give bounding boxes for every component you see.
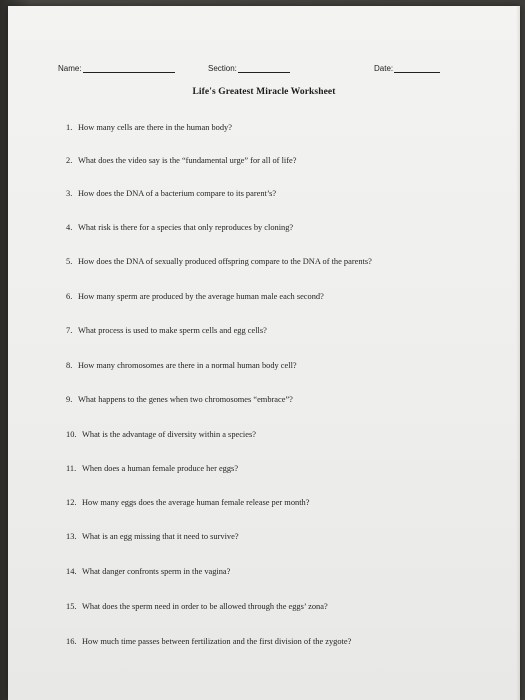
worksheet-page [8,6,520,700]
question-item [66,602,328,611]
question-number: 6. [66,292,73,301]
question-number: 13. [66,532,77,541]
question-item [66,123,232,132]
question-item [66,498,309,507]
question-item [66,532,239,541]
question-number: 15. [66,602,77,611]
question-text: How does the DNA of sexually produced offspring compare to the DNA of the parents? [78,257,372,266]
question-number: 11. [66,464,77,473]
question-number: 9. [66,395,73,404]
date-blank-line [394,64,440,73]
question-text: What danger confronts sperm in the vagina? [82,567,231,576]
question-item [66,156,296,165]
question-text: When does a human female produce her eggs? [82,464,239,473]
question-item [66,257,372,266]
date-field [374,64,440,73]
question-number: 3. [66,189,73,198]
question-text: How many sperm are produced by the average human male each second? [78,292,324,301]
question-text: What does the video say is the “fundamental urge” for all of life? [78,156,297,165]
worksheet-title: Life's Greatest Miracle Worksheet [192,87,336,97]
question-text: How does the DNA of a bacterium compare to its parent’s? [78,189,277,198]
question-item [66,292,324,301]
question-item [66,430,256,439]
question-text: How many eggs does the average human female release per month? [82,498,310,507]
section-label: Section: [208,64,237,73]
name-field [58,64,175,73]
worksheet-header [58,64,458,78]
question-item [66,395,293,404]
question-item [66,567,230,576]
question-item [66,189,276,198]
paper-edge-shadow [516,6,520,700]
question-number: 4. [66,223,73,232]
question-number: 8. [66,361,73,370]
question-item [66,637,351,646]
question-text: How much time passes between fertilization and the first division of the zygote? [82,637,352,646]
section-blank-line [238,64,290,73]
question-number: 1. [66,123,73,132]
question-text: What is the advantage of diversity within a species? [82,430,256,439]
question-item [66,361,297,370]
question-text: How many cells are there in the human body? [78,123,232,132]
question-number: 10. [66,430,77,439]
question-text: What is an egg missing that it need to survive? [82,532,239,541]
question-item [66,464,238,473]
question-text: How many chromosomes are there in a normal human body cell? [78,361,297,370]
question-text: What risk is there for a species that only reproduces by cloning? [78,223,294,232]
question-text: What happens to the genes when two chromosomes “embrace”? [78,395,293,404]
question-number: 14. [66,567,77,576]
question-number: 7. [66,326,73,335]
question-text: What process is used to make sperm cells and egg cells? [78,326,267,335]
question-number: 5. [66,257,73,266]
question-number: 12. [66,498,77,507]
question-item [66,326,267,335]
date-label: Date: [374,64,394,73]
section-field [208,64,290,73]
question-text: What does the sperm need in order to be allowed through the eggs’ zona? [82,602,328,611]
question-item [66,223,293,232]
name-blank-line [83,64,175,73]
question-number: 16. [66,637,77,646]
name-label: Name: [58,64,82,73]
question-number: 2. [66,156,73,165]
